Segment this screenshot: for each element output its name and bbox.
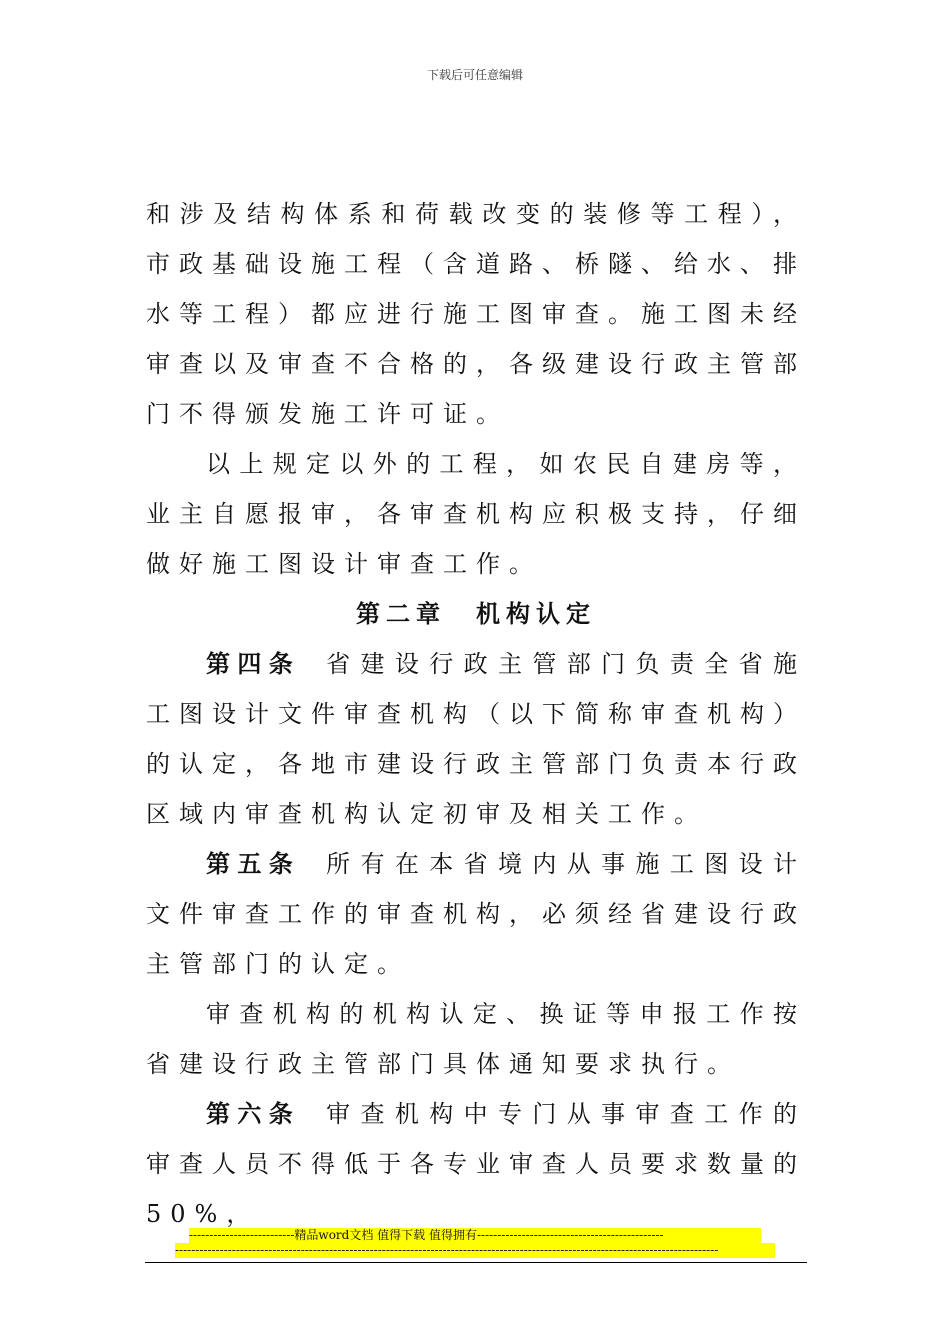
paragraph-1: 和涉及结构体系和荷载改变的装修等工程），市政基础设施工程（含道路、桥隧、给水、排水等工程）都应进行施工图审查。施工图未经审查以及审查不合格的，各级建设行政主管部门不得颁发施工许可证。 xyxy=(146,200,806,428)
article-5 xyxy=(146,839,806,989)
footer-line-1: --------------------------精品word文档 值得下载 值得拥有---------------------------------------------- xyxy=(189,1228,761,1243)
chapter-number: 第二章 xyxy=(356,600,446,628)
header-note: 下载后可任意编辑 xyxy=(426,68,523,82)
article-4 xyxy=(146,639,806,839)
paragraph-after-5: 审查机构的机构认定、换证等申报工作按省建设行政主管部门具体通知要求执行。 xyxy=(146,1000,806,1078)
chapter-heading xyxy=(146,589,806,639)
footer-line-2: -------------------------------------------------------------------------------------------------------------------------------------- xyxy=(175,1243,775,1258)
article-4-label: 第四条 xyxy=(206,650,301,678)
article-5-text: 所有在本省境内从事施工图设计文件审查工作的审查机构，必须经省建设行政主管部门的认定。 xyxy=(146,850,806,978)
chapter-title: 机构认定 xyxy=(476,600,596,628)
document-body xyxy=(146,189,806,1239)
footer-rule xyxy=(145,1262,807,1263)
footer xyxy=(145,1228,807,1263)
article-6-text: 审查机构中专门从事审查工作的审查人员不得低于各专业审查人员要求数量的50%， xyxy=(146,1100,806,1228)
article-5-label: 第五条 xyxy=(206,850,301,878)
article-6 xyxy=(146,1089,806,1239)
paragraph-2: 以上规定以外的工程，如农民自建房等，业主自愿报审，各审查机构应积极支持，仔细做好施工图设计审查工作。 xyxy=(146,450,806,578)
article-4-text: 省建设行政主管部门负责全省施工图设计文件审查机构（以下简称审查机构）的认定，各地市建设行政主管部门负责本行政区域内审查机构认定初审及相关工作。 xyxy=(146,650,806,828)
article-6-label: 第六条 xyxy=(206,1100,301,1128)
